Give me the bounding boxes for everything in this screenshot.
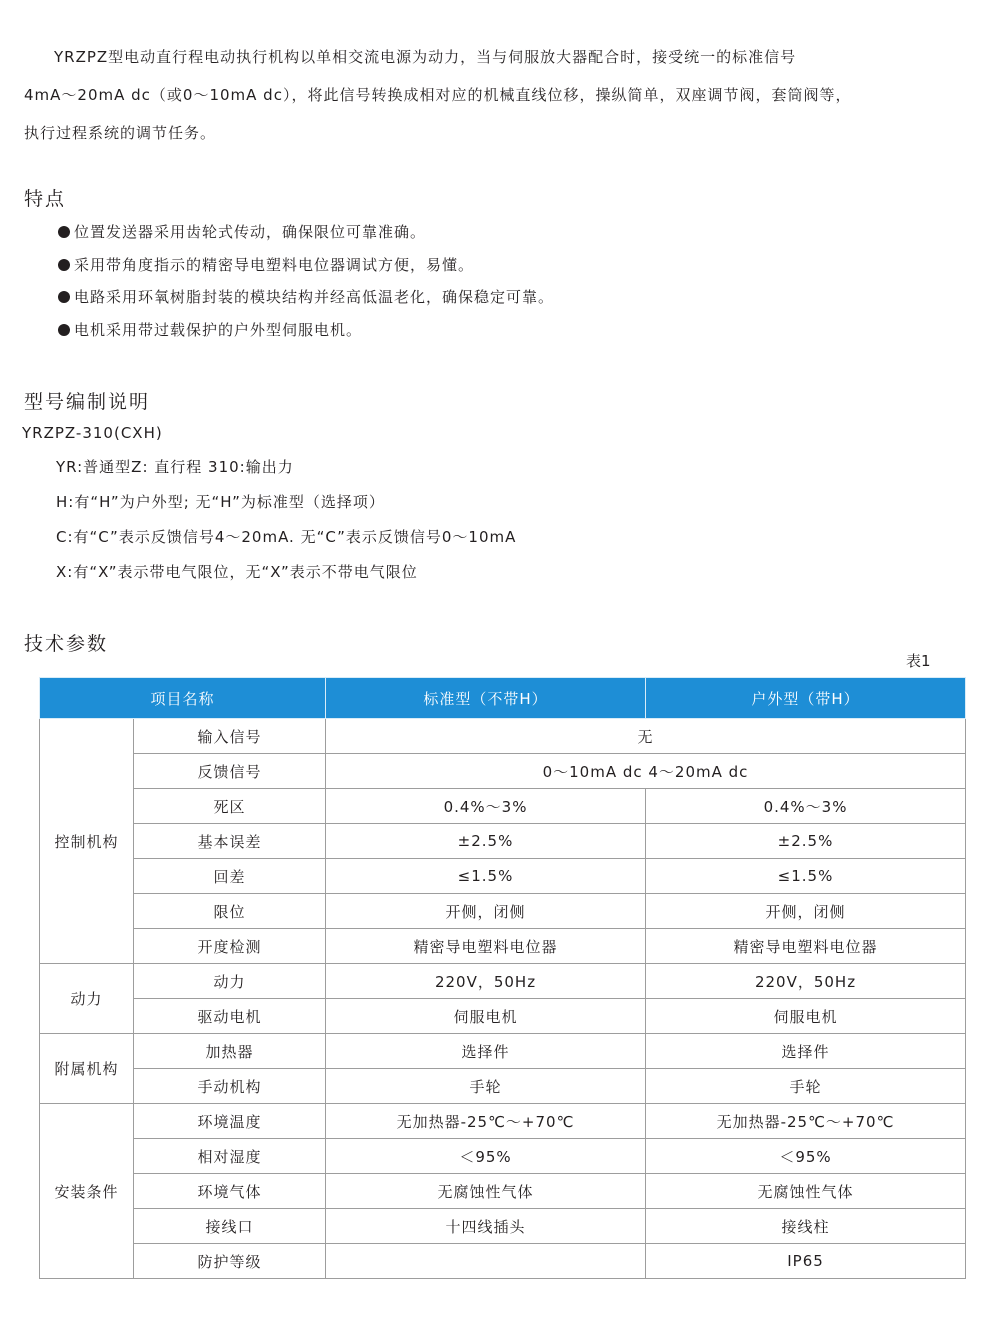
feature-text: 位置发送器采用齿轮式传动，确保限位可靠准确。	[74, 223, 427, 241]
outdoor-value: 精密导电塑料电位器	[646, 929, 966, 964]
standard-value: 手轮	[326, 1069, 646, 1104]
outdoor-value: ≤1.5%	[646, 859, 966, 894]
outdoor-value: 220V，50Hz	[646, 964, 966, 999]
row-name: 手动机构	[134, 1069, 326, 1104]
standard-value: ≤1.5%	[326, 859, 646, 894]
table-row	[40, 754, 966, 789]
table-row	[40, 1139, 966, 1174]
outdoor-value: 接线柱	[646, 1209, 966, 1244]
header-outdoor: 户外型（带H）	[646, 678, 966, 719]
row-name: 接线口	[134, 1209, 326, 1244]
table-row	[40, 789, 966, 824]
feature-text: 电路采用环氧树脂封装的模块结构并经高低温老化，确保稳定可靠。	[74, 288, 555, 306]
table-header-row	[40, 678, 966, 719]
feature-text: 采用带角度指示的精密导电塑料电位器调试方便，易懂。	[74, 255, 475, 274]
outdoor-value: ＜95%	[646, 1139, 966, 1174]
standard-value: 十四线插头	[326, 1209, 646, 1244]
table-row	[40, 1034, 966, 1069]
model-explanation	[56, 450, 516, 590]
feature-item	[58, 281, 554, 314]
model-line: X:有“X”表示带电气限位，无“X”表示不带电气限位	[56, 563, 418, 581]
intro-paragraph	[24, 38, 974, 152]
group-power: 动力	[40, 964, 134, 1034]
standard-value: 伺服电机	[326, 999, 646, 1034]
row-name: 环境气体	[134, 1174, 326, 1209]
row-name: 防护等级	[134, 1244, 326, 1279]
feature-item	[58, 216, 554, 249]
features-list	[58, 216, 554, 346]
tech-heading: 技术参数	[24, 633, 109, 655]
outdoor-value: IP65	[646, 1244, 966, 1279]
row-name: 输入信号	[134, 719, 326, 754]
standard-value: 220V，50Hz	[326, 964, 646, 999]
standard-value: 选择件	[326, 1034, 646, 1069]
table-row	[40, 1244, 966, 1279]
table-row	[40, 1104, 966, 1139]
intro-line: 执行过程系统的调节任务。	[24, 124, 217, 142]
intro-line: YRZPZ型电动直行程电动执行机构以单相交流电源为动力，当与伺服放大器配合时，接受统一的标准信号	[54, 48, 797, 66]
row-name: 驱动电机	[134, 999, 326, 1034]
outdoor-value: 手轮	[646, 1069, 966, 1104]
table-row	[40, 929, 966, 964]
outdoor-value: 选择件	[646, 1034, 966, 1069]
outdoor-value: 伺服电机	[646, 999, 966, 1034]
table-label: 表1	[906, 652, 931, 670]
model-line: C:有“C”表示反馈信号4～20mA. 无“C”表示反馈信号0～10mA	[56, 528, 517, 546]
table-row	[40, 1069, 966, 1104]
bullet-icon	[58, 291, 70, 303]
bullet-icon	[58, 226, 70, 238]
row-name: 反馈信号	[134, 754, 326, 789]
model-code: YRZPZ-310(CXH)	[22, 424, 163, 442]
row-name: 动力	[134, 964, 326, 999]
row-name: 环境温度	[134, 1104, 326, 1139]
row-name: 死区	[134, 789, 326, 824]
bullet-icon	[58, 259, 70, 271]
standard-value: 精密导电塑料电位器	[326, 929, 646, 964]
row-merged-value: 0～10mA dc 4～20mA dc	[326, 754, 966, 789]
outdoor-value: ±2.5%	[646, 824, 966, 859]
group-control: 控制机构	[40, 719, 134, 964]
intro-line: 4mA～20mA dc（或0～10mA dc），将此信号转换成相对应的机械直线位移，操纵简单，双座调节阀，套筒阀等，	[24, 86, 852, 104]
group-accessory: 附属机构	[40, 1034, 134, 1104]
table-row	[40, 859, 966, 894]
header-item-name: 项目名称	[40, 678, 326, 719]
table-row	[40, 964, 966, 999]
tech-params-table	[39, 677, 966, 1279]
row-name: 相对湿度	[134, 1139, 326, 1174]
standard-value: 开侧，闭侧	[326, 894, 646, 929]
outdoor-value: 0.4%～3%	[646, 789, 966, 824]
table-row	[40, 824, 966, 859]
outdoor-value: 开侧，闭侧	[646, 894, 966, 929]
outdoor-value: 无加热器-25℃～+70℃	[646, 1104, 966, 1139]
table-row	[40, 719, 966, 754]
table-row	[40, 894, 966, 929]
header-standard: 标准型（不带H）	[326, 678, 646, 719]
standard-value: 0.4%～3%	[326, 789, 646, 824]
table-row	[40, 1209, 966, 1244]
row-name: 开度检测	[134, 929, 326, 964]
row-name: 限位	[134, 894, 326, 929]
standard-value: ±2.5%	[326, 824, 646, 859]
feature-item	[58, 314, 554, 347]
model-heading: 型号编制说明	[24, 391, 151, 413]
row-name: 基本误差	[134, 824, 326, 859]
group-install: 安装条件	[40, 1104, 134, 1279]
model-line: YR:普通型Z: 直行程 310:输出力	[56, 458, 294, 476]
model-line: H:有“H”为户外型; 无“H”为标准型（选择项）	[56, 493, 385, 511]
row-merged-value: 无	[326, 719, 966, 754]
standard-value: 无腐蚀性气体	[326, 1174, 646, 1209]
standard-value	[326, 1244, 646, 1279]
standard-value: ＜95%	[326, 1139, 646, 1174]
row-name: 回差	[134, 859, 326, 894]
bullet-icon	[58, 324, 70, 336]
standard-value: 无加热器-25℃～+70℃	[326, 1104, 646, 1139]
features-heading: 特点	[24, 188, 67, 210]
feature-item	[58, 249, 554, 282]
row-name: 加热器	[134, 1034, 326, 1069]
feature-text: 电机采用带过载保护的户外型伺服电机。	[74, 320, 363, 339]
table-row	[40, 1174, 966, 1209]
table-row	[40, 999, 966, 1034]
outdoor-value: 无腐蚀性气体	[646, 1174, 966, 1209]
